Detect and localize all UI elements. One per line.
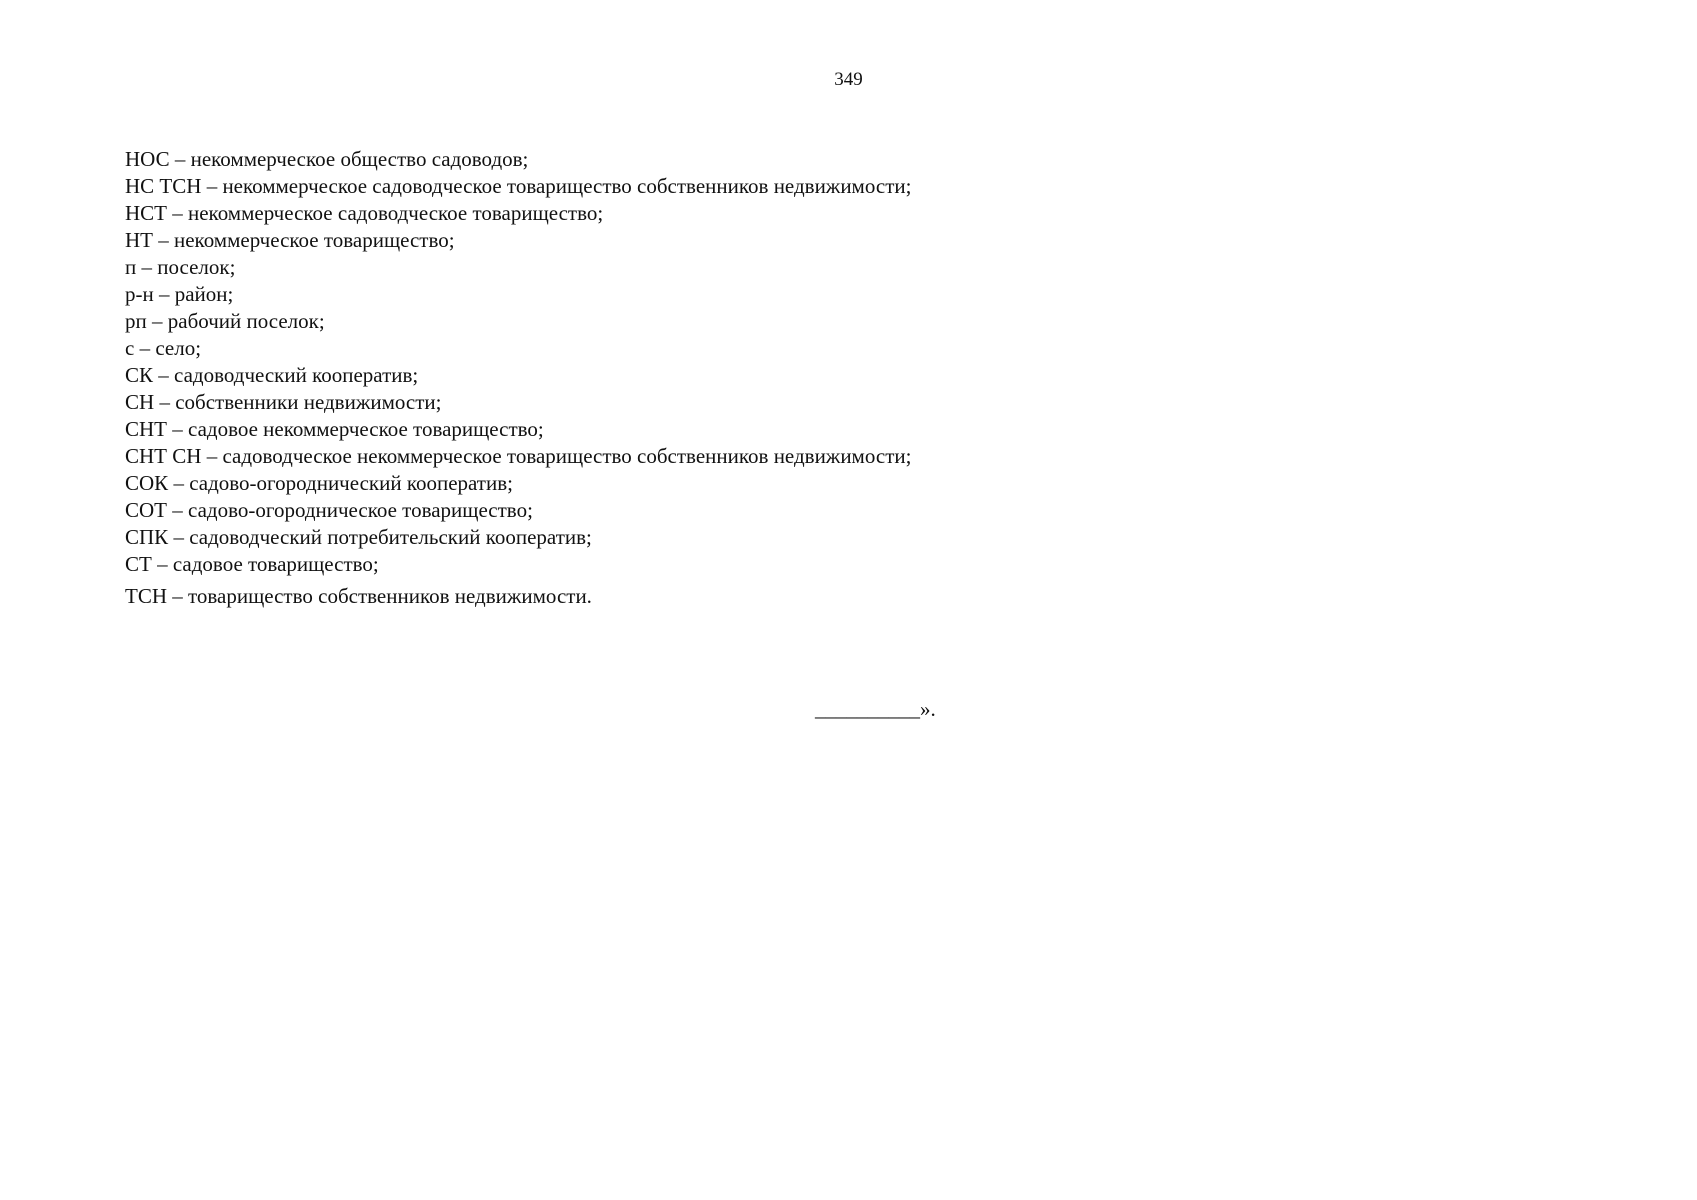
- separator: –: [201, 174, 223, 198]
- list-item: [125, 497, 911, 524]
- list-item: [125, 146, 911, 173]
- list-item: [125, 583, 911, 610]
- list-item: [125, 443, 911, 470]
- definition: садоводческий кооператив;: [174, 363, 419, 387]
- abbreviation: СТ: [125, 552, 152, 576]
- list-item: [125, 362, 911, 389]
- definition: садоводческий потребительский кооператив;: [189, 525, 592, 549]
- list-item: [125, 200, 911, 227]
- abbreviation: СНТ СН: [125, 444, 202, 468]
- abbreviation: рп: [125, 309, 147, 333]
- separator: –: [134, 336, 156, 360]
- definition: рабочий поселок;: [167, 309, 325, 333]
- abbreviation-list: [125, 146, 911, 610]
- list-item: [125, 173, 911, 200]
- separator: –: [153, 228, 174, 252]
- abbreviation: СК: [125, 363, 154, 387]
- separator: –: [169, 147, 191, 171]
- abbreviation: ТСН: [125, 584, 167, 608]
- list-item: [125, 389, 911, 416]
- definition: товарищество собственников недвижимости.: [188, 584, 592, 608]
- definition: садоводческое некоммерческое товарищество собственников недвижимости;: [222, 444, 912, 468]
- definition: село;: [155, 336, 202, 360]
- definition: район;: [174, 282, 234, 306]
- list-item: [125, 227, 911, 254]
- abbreviation: р-н: [125, 282, 154, 306]
- abbreviation: СОТ: [125, 498, 167, 522]
- definition: садовое некоммерческое товарищество;: [188, 417, 544, 441]
- abbreviation: СН: [125, 390, 155, 414]
- separator: –: [154, 390, 176, 414]
- definition: некоммерческое садоводческое товарищество собственников недвижимости;: [222, 174, 912, 198]
- abbreviation: СНТ: [125, 417, 167, 441]
- list-item: [125, 254, 911, 281]
- definition: некоммерческое садоводческое товарищество;: [188, 201, 604, 225]
- separator: –: [201, 444, 223, 468]
- definition: собственники недвижимости;: [175, 390, 442, 414]
- abbreviation: с: [125, 336, 135, 360]
- separator: –: [167, 498, 188, 522]
- list-item: [125, 281, 911, 308]
- page-number: 349: [834, 69, 863, 90]
- list-item: [125, 470, 911, 497]
- definition: некоммерческое общество садоводов;: [190, 147, 529, 171]
- abbreviation: НОС: [125, 147, 170, 171]
- separator: –: [151, 552, 173, 576]
- abbreviation: СПК: [125, 525, 169, 549]
- list-item: [125, 335, 911, 362]
- separator: –: [167, 584, 188, 608]
- separator: –: [153, 363, 175, 387]
- abbreviation: СОК: [125, 471, 169, 495]
- list-item: [125, 551, 911, 578]
- list-item: [125, 416, 911, 443]
- separator: –: [167, 417, 188, 441]
- definition: садовое товарищество;: [172, 552, 379, 576]
- list-item: [125, 524, 911, 551]
- abbreviation: НС ТСН: [125, 174, 202, 198]
- abbreviation: п: [125, 255, 137, 279]
- closing-mark: __________».: [815, 697, 936, 721]
- definition: некоммерческое товарищество;: [174, 228, 455, 252]
- separator: –: [136, 255, 158, 279]
- separator: –: [168, 525, 190, 549]
- separator: –: [168, 471, 190, 495]
- separator: –: [167, 201, 188, 225]
- definition: садово-огороднический кооператив;: [189, 471, 513, 495]
- separator: –: [153, 282, 175, 306]
- separator: –: [146, 309, 168, 333]
- abbreviation: НСТ: [125, 201, 167, 225]
- definition: поселок;: [157, 255, 236, 279]
- definition: садово-огородническое товарищество;: [188, 498, 533, 522]
- list-item: [125, 308, 911, 335]
- abbreviation: НТ: [125, 228, 153, 252]
